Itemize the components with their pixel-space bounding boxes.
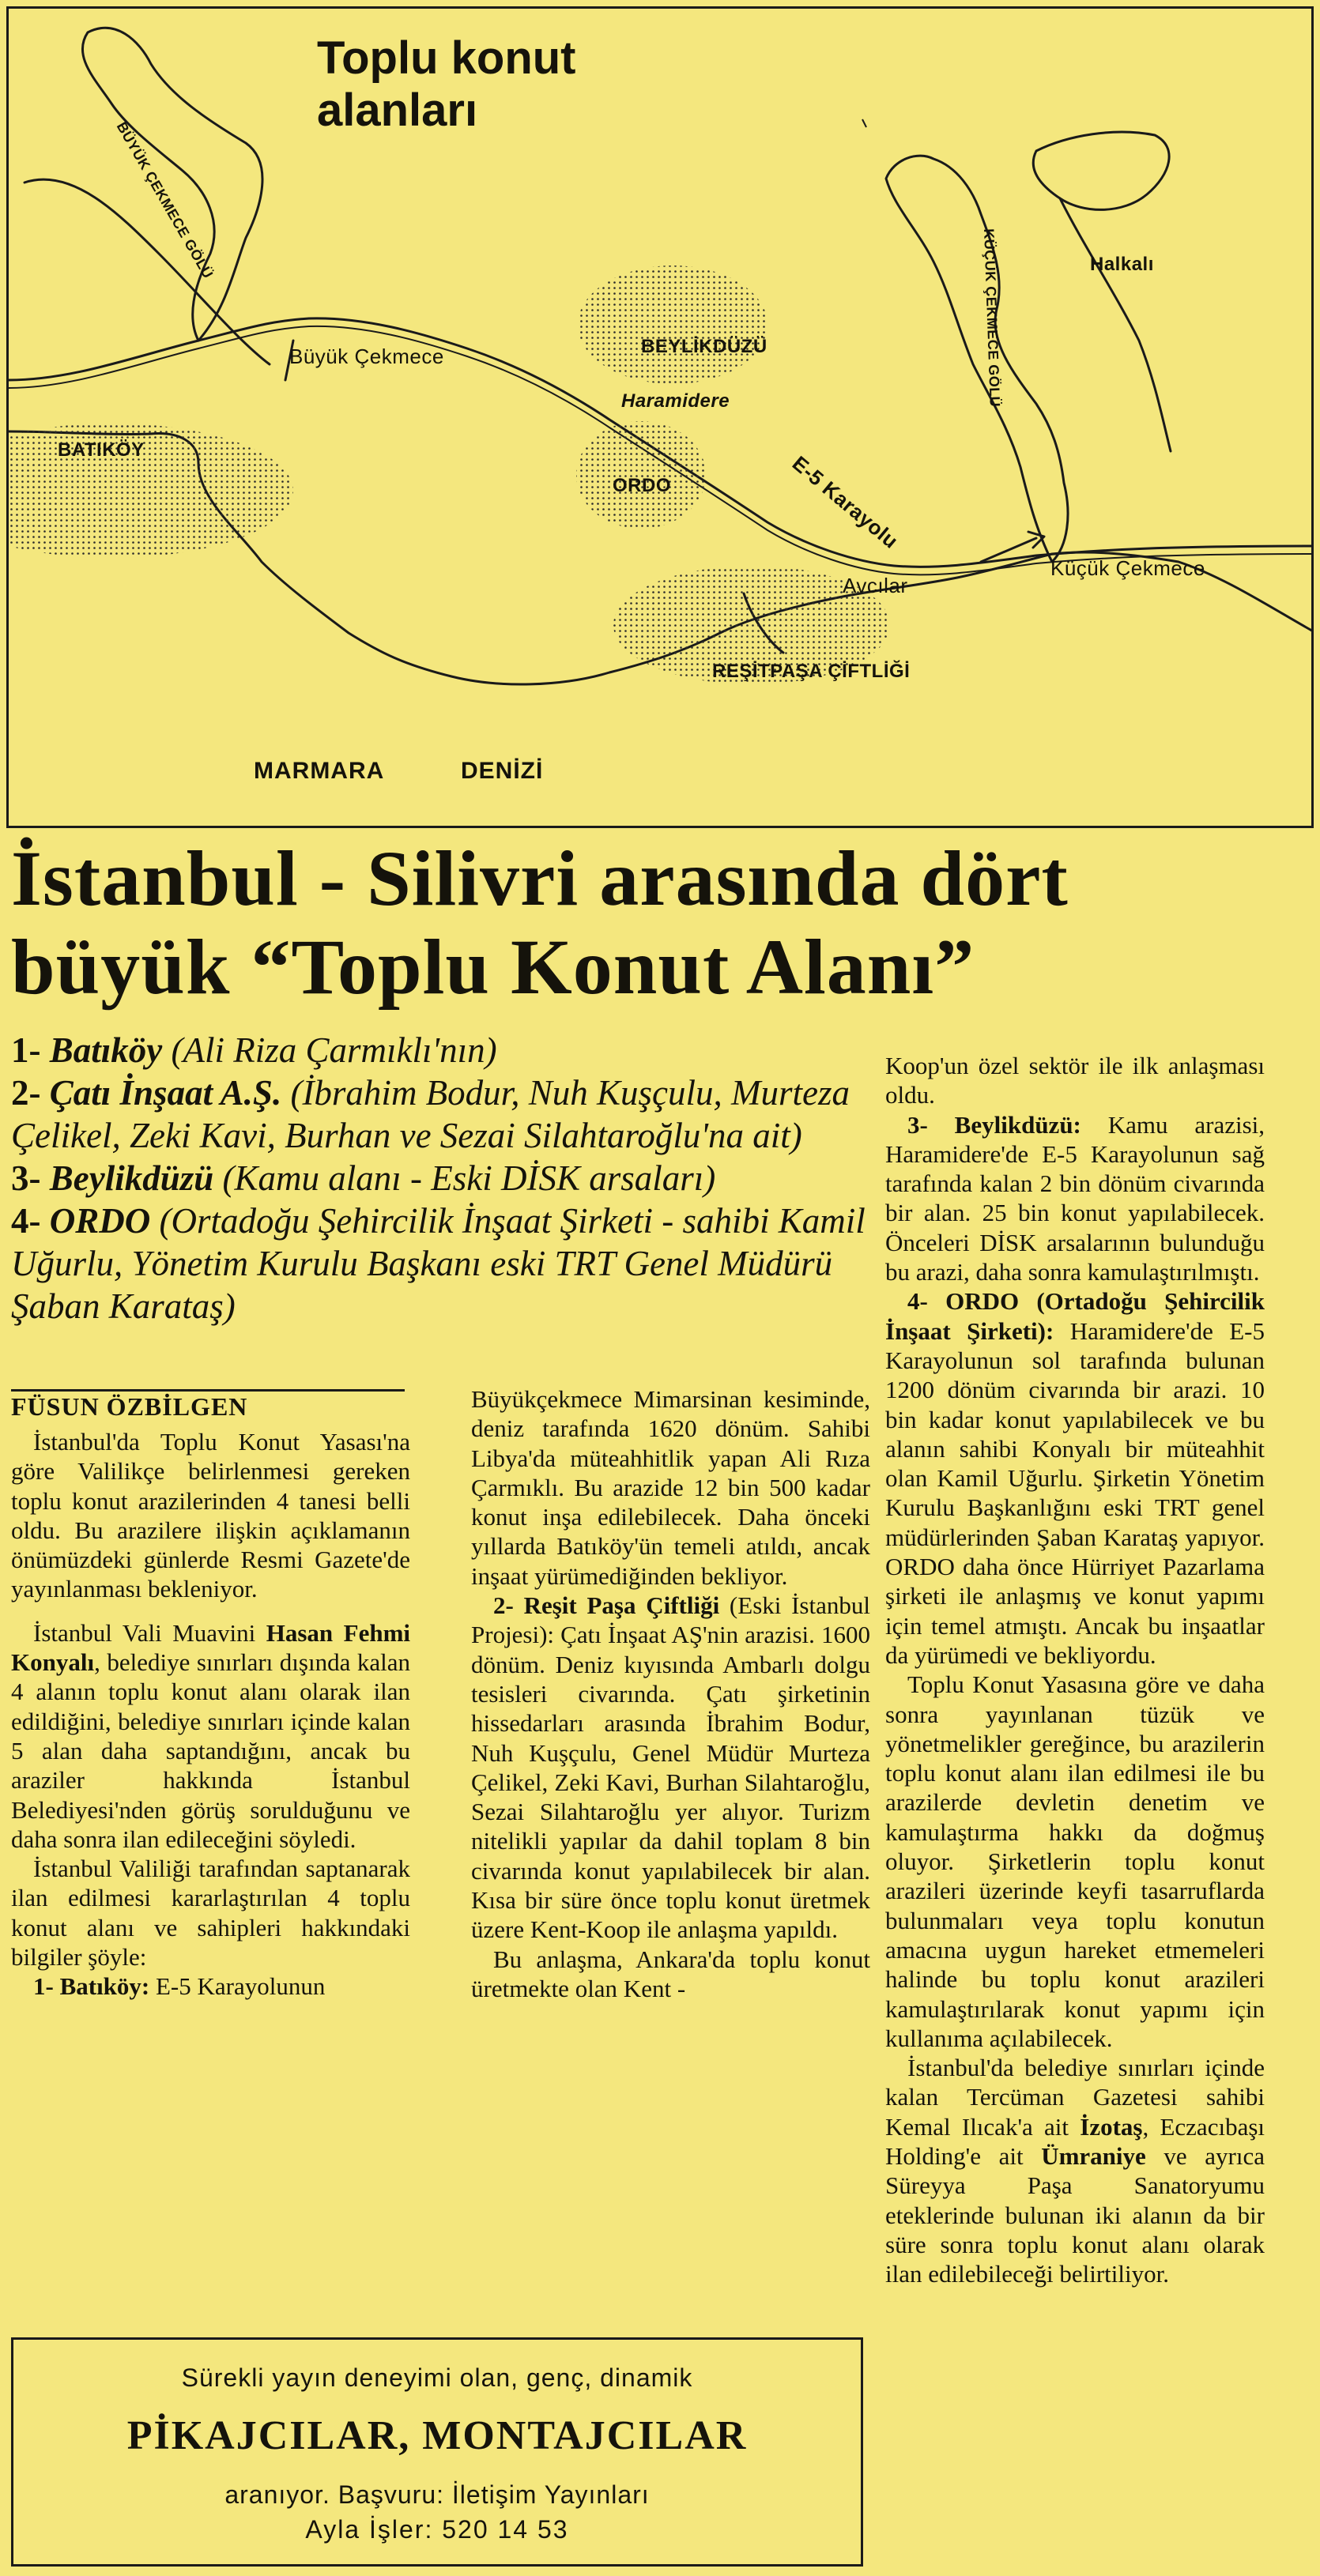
map-title-line1: Toplu konut [317,32,576,84]
area-name: Batıköy [49,1030,163,1070]
text: (Eski İstanbul Projesi): Çatı İnşaat AŞ'nin arazisi. 1600 dönüm. Deniz kıyısında Ambarlı dolgu tesisleri civarında. Çatı şirketinin hissedarları arasında İbrahim Bodur, Nuh Kuşçulu, Genel Müdür Murteza Çelikel, Zeki Kavi, Burhan Silahtaroğlu, Sezai Silahtaroğlu yer alıyor. Turizm nitelikli yapılar da dahil toplam 8 bin civarında konut yapılabilecek bir alan. Kısa bir süre önce toplu konut üretmek üzere Kent-Koop ile anlaşma yapıldı. [471,1591,870,1944]
area-list [11,1029,873,1328]
area-number: 3- [11,1158,41,1198]
ad-line2: PİKAJCILAR, MONTAJCILAR [126,2413,748,2458]
batikoy-area [9,424,293,558]
ad-line4: Ayla İşler: 520 14 53 [305,2515,569,2544]
job-ad [11,2337,863,2567]
column-1 [11,1427,410,2002]
paragraph: Koop'un özel sektör ile ilk anlaşması oldu. [885,1052,1265,1109]
paragraph [11,1618,410,1854]
paragraph [885,1110,1265,1287]
area-item [11,1199,873,1328]
text: , Eczacıbaşı Holding'e ait [885,2112,1265,2170]
headline [11,834,1315,1011]
person-name: Hasan Fehmi Konyalı [11,1618,411,1677]
label-beylikduzu: BEYLİKDÜZÜ [641,336,767,357]
text: Kamu arazisi, Haramidere'de E-5 Karayolunun sağ tarafında kalan 2 bin dönüm civarında bir alan. 25 bin konut yapılabilecek. Önceleri DİSK arsalarının bulunduğu bu arazi, daha sonra kamulaştırılmıştı. [885,1110,1265,1286]
area-number: 4- [11,1201,41,1241]
area-number: 1- [11,1030,41,1070]
area-desc: (İbrahim Bodur, Nuh Kuşçulu, Murteza Çelikel, Zeki Kavi, Burhan ve Sezai Silahtaroğlu'na ait) [11,1073,850,1155]
paragraph [885,1286,1265,1670]
headline-line2: büyük “Toplu Konut Alanı” [11,923,975,1011]
paragraph [471,1591,870,1945]
column-3 [885,1051,1265,2288]
area-number: 2- [11,1073,41,1113]
paragraph: Toplu Konut Yasasına göre ve daha sonra yayınlanan tüzük ve yönetmelikler gereğince, bu arazilerin toplu konut alanı ilan edilmesi ile bu arazilerde devletin denetim ve kamulaştırma hakkı da doğmuş oluyor. Şirketlerin toplu konut arazileri üzerinde keyfi tasarruflarda bulunmaları veya toplu konutun amacına uygun hareket etmemeleri halinde bu toplu konut arazileri kamulaştırılarak konut yapımı için kullanıma açılabilecek. [885,1670,1265,2052]
byline: FÜSUN ÖZBİLGEN [11,1392,248,1421]
paragraph: İstanbul'da Toplu Konut Yasası'na göre Valilikçe belirlenmesi gereken toplu konut arazilerinden 4 tanesi belli oldu. Bu arazilere ilişkin açıklamanın önümüzdeki günlerde Resmi Gazete'de yayınlanması bekleniyor. [11,1428,410,1603]
area-item [11,1029,873,1071]
area-desc: (Ali Riza Çarmıklı'nın) [162,1030,497,1070]
beylikduzu-area [578,266,767,384]
subhead: 1- Batıköy: [33,1972,150,2001]
subhead: 4- ORDO (Ortadoğu Şehircilik İnşaat Şirketi): [885,1287,1265,1345]
map-title-line2: alanları [317,85,478,136]
ad-line3: aranıyor. Başvuru: İletişim Yayınları [224,2480,650,2509]
text: İstanbul Vali Muavini [33,1618,266,1647]
text: Haramidere'de E-5 Karayolunun sol tarafında bulunan 1200 dönüm civarında bir arazi. 10 bin kadar konut yapılabilecek ve bu alanın sahibi Konyalı bir müteahhit olan Kamil Uğurlu. Şirketin Yönetim Kurulu Başkanlığını eski TRT genel müdürlerinden Şaban Karataş yapıyor. ORDO daha önce Hürriyet Pazarlama şirketi ile anlaşmış ve konut yapımı için temel atmıştı. Ancak bu inşaatlar da yürümedi ve bekliyordu. [885,1316,1265,1669]
label-e5: E-5 Karayolu [787,451,903,554]
label-buyuk-cekmece-golu: BÜYÜK ÇEKMECE GÖLÜ [113,119,217,281]
column-2 [471,1384,870,2003]
area-desc: (Ortadoğu Şehircilik İnşaat Şirketi - sahibi Kamil Uğurlu, Yönetim Kurulu Başkanı eski TRT Genel Müdürü Şaban Karataş) [11,1201,866,1326]
area-name: Çatı İnşaat A.Ş. [49,1073,282,1113]
label-resitpasa: REŞİTPAŞA ÇİFTLİĞİ [712,661,911,682]
paragraph: Bu anlaşma, Ankara'da toplu konut üretmekte olan Kent - [471,1945,870,2002]
paragraph [885,2053,1265,2288]
area-item [11,1157,873,1199]
headline-line1: İstanbul - Silivri arasında dört [11,834,1069,922]
company-name: İzotaş [1080,2112,1143,2141]
text: ve ayrıca Süreyya Paşa Sanatoryumu eteklerinde bulunan iki alanın da bir süre sonra toplu konut alanı olarak ilan edilebileceği belirtiliyor. [885,2141,1265,2288]
byline-rule [11,1389,405,1392]
label-kucuk-cekmece: Küçük Çekmece [1050,556,1205,580]
label-buyuk-cekmece: Büyük Çekmece [289,345,444,368]
label-ordo: ORDO [613,475,671,496]
map-drawing [9,9,1314,828]
paragraph: İstanbul Valiliği tarafından saptanarak ilan edilmesi kararlaştırılan 4 toplu konut alanı ve sahipleri hakkındaki bilgiler şöyle: [11,1855,410,1972]
text: İstanbul'da belediye sınırları içinde kalan Tercüman Gazetesi sahibi Kemal Ilıcak'a ait [885,2054,1265,2141]
text: E-5 Karayolunun [149,1972,326,2001]
label-denizi: DENİZİ [461,758,544,784]
paragraph: Büyükçekmece Mimarsinan kesiminde, deniz tarafında 1620 dönüm. Sahibi Libya'da müteahhitlik yapan Ali Rıza Çarmıklı. Bu arazide 12 bin 500 kadar konut inşa edilebilecek. Daha önceki yıllarda Batıköy'ün temeli atıldı, ancak inşaat yürümediğinden bekliyor. [471,1385,870,1590]
label-marmara: MARMARA [254,758,385,784]
kucuk-cekmece-lake [886,156,1068,562]
paragraph [11,1972,410,2001]
text: , belediye sınırları dışında kalan 4 alanın toplu konut alanı olarak ilan edildiğini, belediye sınırları içinde kalan 5 alan daha saptandığını, ancak bu araziler hakkında İstanbul Belediyesi'nden görüş sorulduğunu ve daha sonra ilan edileceğini söyledi. [11,1648,410,1853]
label-haramidere: Haramidere [621,390,730,412]
subhead: 2- Reşit Paşa Çiftliği [493,1591,720,1620]
area-name: Beylikdüzü [49,1158,214,1198]
label-halkali: Halkalı [1090,254,1154,275]
map [6,6,1314,828]
area-desc: (Kamu alanı - Eski DİSK arsaları) [213,1158,716,1198]
place-name: Ümraniye [1041,2141,1146,2170]
label-kucuk-cekmece-golu: KÜÇÜK ÇEKMECE GÖLÜ [981,228,1003,408]
map-title [317,32,576,137]
area-item [11,1071,873,1157]
label-avcilar: Avcılar [843,574,908,597]
area-name: ORDO [49,1201,151,1241]
buyuk-cekmece-lake [82,28,262,341]
ad-line1: Sürekli yayın deneyimi olan, genç, dinamik [181,2363,693,2392]
label-batikoy: BATIKÖY [58,439,145,461]
subhead: 3- Beylikdüzü: [907,1110,1081,1139]
